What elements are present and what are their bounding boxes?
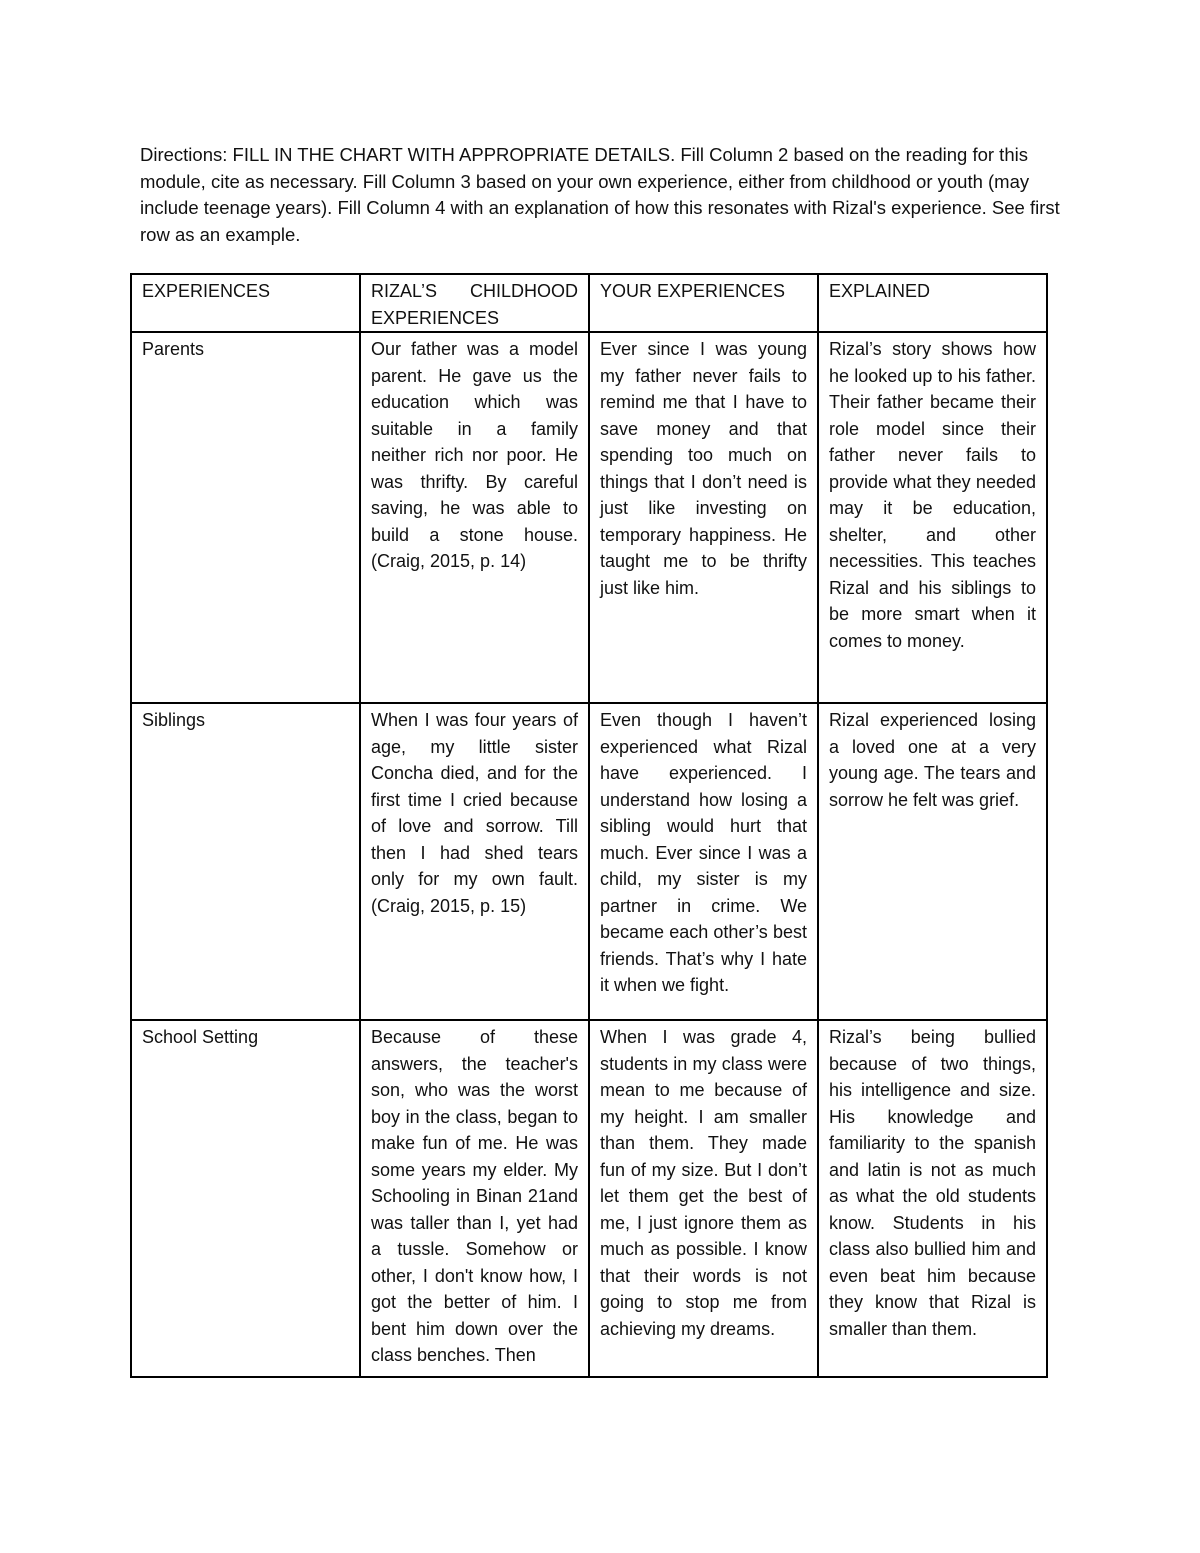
- cell-rizal-experience: Because of these answers, the teacher's son, who was the worst boy in the class, began to make fun of me. He was some years my elder. My Schooling in Binan 21and was taller than I, yet had a tussle. Somehow or other, I don't know how, I got the better of him. I bent him down over the class benches. Then: [360, 1020, 589, 1377]
- row-label-siblings: Siblings: [131, 703, 360, 1020]
- cell-rizal-experience: Our father was a model parent. He gave us the education which was suitable in a family neither rich nor poor. He was thrifty. By careful saving, he was able to build a stone house.(Craig, 2015, p. 14): [360, 332, 589, 703]
- experience-chart-table: [130, 273, 1048, 1378]
- row-label-school-setting: School Setting: [131, 1020, 360, 1377]
- header-rizal-childhood-experiences: RIZAL’S CHILDHOOD EXPERIENCES: [360, 274, 589, 332]
- cell-your-experience: When I was grade 4, students in my class were mean to me because of my height. I am smaller than them. They made fun of my size. But I don’t let them get the best of me, I just ignore them as much as possible. I know that their words is not going to stop me from achieving my dreams.: [589, 1020, 818, 1377]
- cell-your-experience: Ever since I was young my father never fails to remind me that I have to save money and that spending too much on things that I don’t need is just like investing on temporary happiness. He taught me to be thrifty just like him.: [589, 332, 818, 703]
- header-explained: EXPLAINED: [818, 274, 1047, 332]
- cell-explained: Rizal experienced losing a loved one at a very young age. The tears and sorrow he felt was grief.: [818, 703, 1047, 1020]
- cell-rizal-experience: When I was four years of age, my little sister Concha died, and for the first time I cried because of love and sorrow. Till then I had shed tears only for my own fault. (Craig, 2015, p. 15): [360, 703, 589, 1020]
- table-row: [131, 1020, 1047, 1377]
- table-header-row: [131, 274, 1047, 332]
- table-row: [131, 332, 1047, 703]
- table-row: [131, 703, 1047, 1020]
- cell-explained: Rizal’s story shows how he looked up to his father. Their father became their role model since their father never fails to provide what they needed may it be education, shelter, and other necessities. This teaches Rizal and his siblings to be more smart when it comes to money.: [818, 332, 1047, 703]
- directions-paragraph: Directions: FILL IN THE CHART WITH APPROPRIATE DETAILS. Fill Column 2 based on the reading for this module, cite as necessary. Fill Column 3 based on your own experience, either from childhood or youth (may include teenage years). Fill Column 4 with an explanation of how this resonates with Rizal's experience. See first row as an example.: [140, 144, 1060, 245]
- header-experiences: EXPERIENCES: [131, 274, 360, 332]
- row-label-parents: Parents: [131, 332, 360, 703]
- cell-explained: Rizal’s being bullied because of two things, his intelligence and size. His knowledge and familiarity to the spanish and latin is not as much as what the old students know. Students in his class also bullied him and even beat him because they know that Rizal is smaller than them.: [818, 1020, 1047, 1377]
- header-your-experiences: YOUR EXPERIENCES: [589, 274, 818, 332]
- cell-your-experience: Even though I haven’t experienced what Rizal have experienced. I understand how losing a sibling would hurt that much. Ever since I was a child, my sister is my partner in crime. We became each other’s best friends. That’s why I hate it when we fight.: [589, 703, 818, 1020]
